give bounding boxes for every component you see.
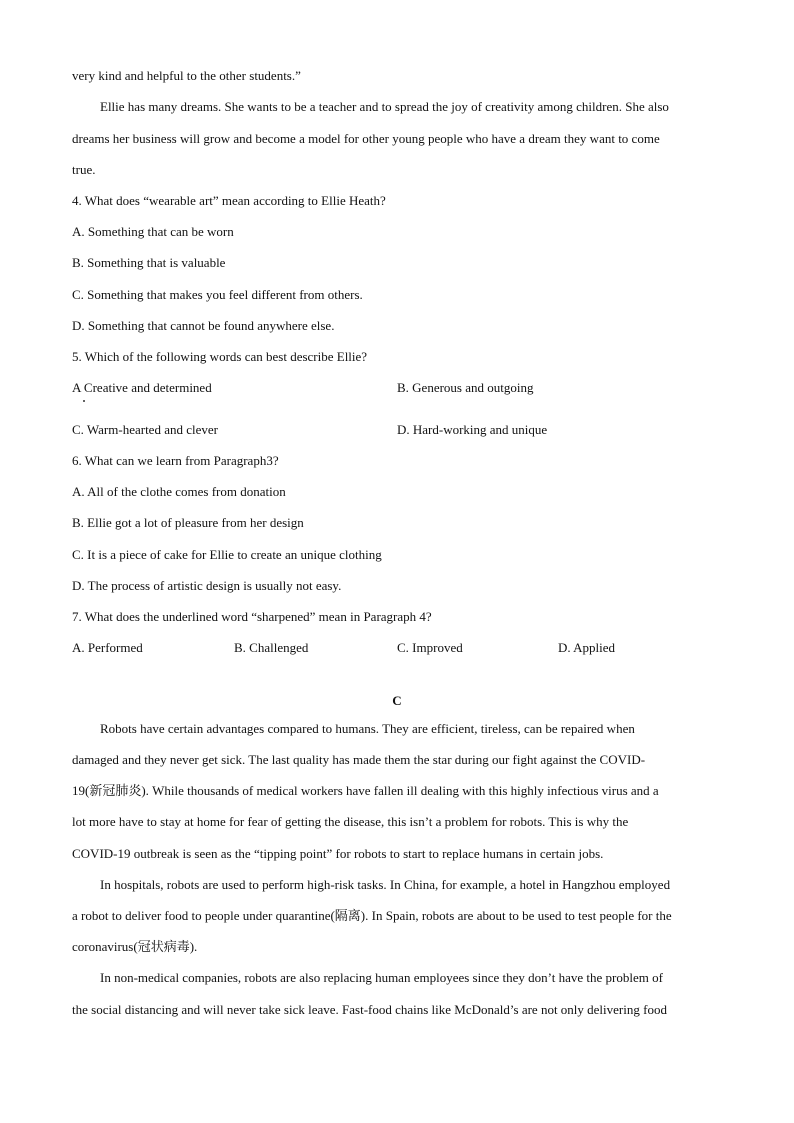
- question-5-option-a: A Creative and determined: [72, 380, 212, 395]
- stray-dot-mark: [83, 400, 85, 402]
- question-6-option-b: B. Ellie got a lot of pleasure from her design: [72, 515, 304, 530]
- question-6-option-c: C. It is a piece of cake for Ellie to create an unique clothing: [72, 547, 382, 562]
- question-7-option-a: A. Performed: [72, 640, 143, 655]
- question-5-option-c: C. Warm-hearted and clever: [72, 422, 218, 437]
- passage-b-paragraph-line: true.: [72, 162, 96, 177]
- question-6-stem: 6. What can we learn from Paragraph3?: [72, 453, 279, 468]
- passage-c-paragraph-line: In non-medical companies, robots are also replacing human employees since they don’t have the problem of: [100, 970, 663, 985]
- question-5-stem: 5. Which of the following words can best describe Ellie?: [72, 349, 368, 364]
- passage-b-closing-line: very kind and helpful to the other students.”: [72, 68, 301, 83]
- question-7-option-c: C. Improved: [397, 640, 463, 655]
- question-6-option-d: D. The process of artistic design is usually not easy.: [72, 578, 342, 593]
- question-5-option-b: B. Generous and outgoing: [397, 380, 534, 395]
- question-4-option-a: A. Something that can be worn: [72, 224, 234, 239]
- question-4-option-b: B. Something that is valuable: [72, 255, 226, 270]
- question-4-option-d: D. Something that cannot be found anywhere else.: [72, 318, 335, 333]
- question-5-option-d: D. Hard-working and unique: [397, 422, 548, 437]
- question-6-option-a: A. All of the clothe comes from donation: [72, 484, 286, 499]
- passage-c-paragraph-line: 19(新冠肺炎). While thousands of medical workers have fallen ill dealing with this highly infectious virus and a: [72, 783, 659, 798]
- passage-c-paragraph-line: lot more have to stay at home for fear of getting the disease, this isn’t a problem for robots. This is why the: [72, 814, 629, 829]
- question-4-stem: 4. What does “wearable art” mean according to Ellie Heath?: [72, 193, 386, 208]
- passage-c-paragraph-line: In hospitals, robots are used to perform high-risk tasks. In China, for example, a hotel in Hangzhou employed: [100, 877, 671, 892]
- question-7-stem: 7. What does the underlined word “sharpened” mean in Paragraph 4?: [72, 609, 432, 624]
- passage-b-paragraph-line: dreams her business will grow and become a model for other young people who have a dream they want to come: [72, 131, 660, 146]
- passage-c-paragraph-line: COVID-19 outbreak is seen as the “tipping point” for robots to start to replace humans in certain jobs.: [72, 846, 604, 861]
- question-7-option-b: B. Challenged: [234, 640, 309, 655]
- passage-c-paragraph-line: a robot to deliver food to people under quarantine(隔离). In Spain, robots are about to be used to test people for the: [72, 908, 672, 923]
- passage-c-paragraph-line: coronavirus(冠状病毒).: [72, 939, 198, 954]
- passage-c-paragraph-line: damaged and they never get sick. The last quality has made them the star during our fight against the COVID-: [72, 752, 646, 767]
- passage-b-paragraph-line: Ellie has many dreams. She wants to be a teacher and to spread the joy of creativity among children. She also: [100, 99, 669, 114]
- passage-c-paragraph-line: the social distancing and will never take sick leave. Fast-food chains like McDonald’s are not only delivering food: [72, 1002, 667, 1017]
- passage-c-paragraph-line: Robots have certain advantages compared to humans. They are efficient, tireless, can be repaired when: [100, 721, 635, 736]
- question-7-option-d: D. Applied: [558, 640, 616, 655]
- question-4-option-c: C. Something that makes you feel different from others.: [72, 287, 363, 302]
- section-heading-c: C: [392, 693, 402, 708]
